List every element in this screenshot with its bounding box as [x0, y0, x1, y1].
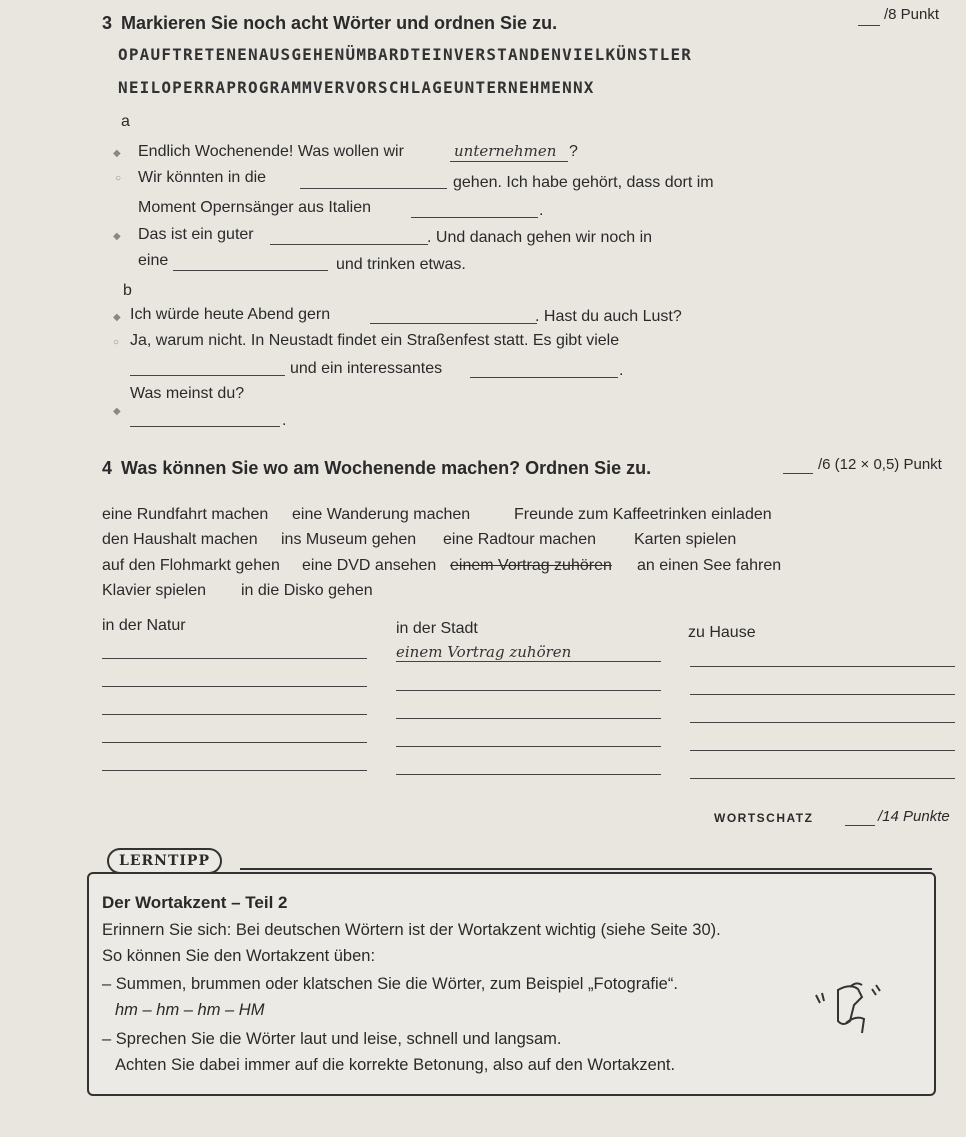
- phrase-klavier: Klavier spielen: [102, 582, 207, 599]
- phrase-rundfahrt: eine Rundfahrt machen: [102, 506, 269, 523]
- wortschatz-points: /14 Punkte: [878, 808, 950, 825]
- lerntipp-line-2: So können Sie den Wortakzent üben:: [102, 947, 376, 965]
- blank-b4[interactable]: [130, 426, 280, 427]
- answer-line-hause[interactable]: [690, 778, 955, 779]
- exercise-3-title: Markieren Sie noch acht Wörter und ordnen Sie zu.: [121, 13, 558, 33]
- answer-line-stadt[interactable]: [396, 746, 661, 747]
- answer-line-natur[interactable]: [102, 742, 367, 743]
- dialog-b-line-5-end: .: [282, 412, 287, 429]
- points-blank[interactable]: [845, 825, 875, 826]
- answer-line-stadt[interactable]: [396, 690, 661, 691]
- answer-line-hause[interactable]: [690, 694, 955, 695]
- column-header-natur: in der Natur: [102, 617, 186, 634]
- dialog-b-line-1-end: . Hast du auch Lust?: [535, 308, 682, 325]
- lerntipp-rule: [240, 868, 932, 870]
- dialog-b-line-1: Ich würde heute Abend gern: [130, 306, 331, 323]
- points-blank[interactable]: [783, 473, 813, 474]
- phrase-vortrag-crossed: einem Vortrag zuhören: [450, 557, 612, 574]
- speaker-bullet-open: ○: [113, 337, 120, 348]
- phrase-flohmarkt: auf den Flohmarkt gehen: [102, 557, 280, 574]
- clapping-hands-icon: [810, 975, 890, 1045]
- blank-a2[interactable]: [300, 188, 447, 189]
- phrase-see: an einen See fahren: [637, 557, 782, 574]
- exercise-4-title: Was können Sie wo am Wochenende machen? Ordnen Sie zu.: [121, 458, 652, 478]
- blank-b2[interactable]: [130, 375, 285, 376]
- phrase-museum: ins Museum gehen: [281, 531, 417, 548]
- dialog-a-line-2: Wir könnten in die: [138, 169, 267, 186]
- dialog-b-line-3: und ein interessantes: [290, 360, 443, 377]
- exercise-3-number: 3: [102, 13, 113, 33]
- blank-a1[interactable]: [450, 161, 568, 162]
- dialog-a-line-5: eine: [138, 252, 169, 269]
- part-a-label: a: [121, 113, 130, 130]
- answer-line-hause[interactable]: [690, 666, 955, 667]
- dialog-a-line-5-end: und trinken etwas.: [336, 256, 466, 273]
- blank-b3[interactable]: [470, 377, 618, 378]
- exercise-3-points: /8 Punkt: [884, 6, 940, 23]
- speaker-bullet-filled: ◆: [113, 406, 121, 417]
- answer-line-hause[interactable]: [690, 722, 955, 723]
- lerntipp-line-3: – Summen, brummen oder klatschen Sie die Wörter, zum Beispiel „Fotografie“.: [102, 975, 678, 993]
- dialog-a-line-4: Das ist ein guter: [138, 226, 254, 243]
- points-blank[interactable]: [858, 25, 880, 26]
- wortschatz-label: WORTSCHATZ: [714, 811, 814, 825]
- phrase-radtour: eine Radtour machen: [443, 531, 596, 548]
- dialog-b-line-4: Was meinst du?: [130, 385, 245, 402]
- blank-a4[interactable]: [270, 244, 428, 245]
- phrase-karten: Karten spielen: [634, 531, 737, 548]
- part-b-label: b: [123, 282, 132, 299]
- phrase-kaffeetrinken: Freunde zum Kaffeetrinken einladen: [514, 506, 772, 523]
- answer-line-hause[interactable]: [690, 750, 955, 751]
- answer-a1: unternehmen: [454, 142, 557, 160]
- dialog-b-line-3-end: .: [619, 362, 624, 379]
- letter-chain-line-2: NEILOPERRAPROGRAMMVERVORSCHLAGEUNTERNEHMENNX: [118, 78, 595, 97]
- phrase-disko: in die Disko gehen: [241, 582, 373, 599]
- speaker-bullet-filled: ◆: [113, 231, 121, 242]
- exercise-4-number: 4: [102, 458, 113, 478]
- lerntipp-line-5: – Sprechen Sie die Wörter laut und leise, schnell und langsam.: [102, 1030, 562, 1048]
- letter-chain-line-1: OPAUFTRETENENAUSGEHENÜMBARDTEINVERSTANDENVIELKÜNSTLER: [118, 45, 693, 64]
- dialog-a-line-4-end: . Und danach gehen wir noch in: [427, 229, 653, 246]
- column-header-hause: zu Hause: [688, 624, 756, 641]
- answer-line-natur[interactable]: [102, 686, 367, 687]
- lerntipp-line-6: Achten Sie dabei immer auf die korrekte Betonung, also auf den Wortakzent.: [115, 1056, 676, 1074]
- dialog-b-line-2: Ja, warum nicht. In Neustadt findet ein Straßenfest statt. Es gibt viele: [130, 332, 620, 349]
- phrase-dvd: eine DVD ansehen: [302, 557, 437, 574]
- column-header-stadt: in der Stadt: [396, 620, 478, 637]
- blank-a5[interactable]: [173, 270, 328, 271]
- dialog-a-line-1: Endlich Wochenende! Was wollen wir: [138, 143, 404, 160]
- phrase-wanderung: eine Wanderung machen: [292, 506, 471, 523]
- phrase-haushalt: den Haushalt machen: [102, 531, 258, 548]
- answer-stadt-example: einem Vortrag zuhören: [396, 643, 572, 661]
- dialog-a-line-2-end: gehen. Ich habe gehört, dass dort im: [453, 174, 714, 191]
- answer-line-stadt[interactable]: [396, 718, 661, 719]
- blank-a3[interactable]: [411, 217, 538, 218]
- answer-line-natur[interactable]: [102, 714, 367, 715]
- exercise-4-points: /6 (12 × 0,5) Punkt: [818, 456, 942, 473]
- dialog-a-line-3: Moment Opernsänger aus Italien: [138, 199, 372, 216]
- lerntipp-label: LERNTIPP: [107, 848, 222, 874]
- lerntipp-line-4: hm – hm – hm – HM: [115, 1001, 265, 1019]
- lerntipp-line-1: Erinnern Sie sich: Bei deutschen Wörtern ist der Wortakzent wichtig (siehe Seite 30).: [102, 921, 721, 939]
- answer-line-natur[interactable]: [102, 770, 367, 771]
- speaker-bullet-filled: ◆: [113, 148, 121, 159]
- dialog-a-line-1-end: ?: [569, 143, 578, 160]
- blank-b1[interactable]: [370, 323, 537, 324]
- answer-line-stadt[interactable]: [396, 774, 661, 775]
- answer-line-natur[interactable]: [102, 658, 367, 659]
- speaker-bullet-open: ○: [115, 173, 122, 184]
- speaker-bullet-filled: ◆: [113, 312, 121, 323]
- dialog-a-line-3-end: .: [539, 202, 544, 219]
- lerntipp-heading: Der Wortakzent – Teil 2: [102, 893, 288, 912]
- answer-line-stadt[interactable]: [396, 661, 661, 662]
